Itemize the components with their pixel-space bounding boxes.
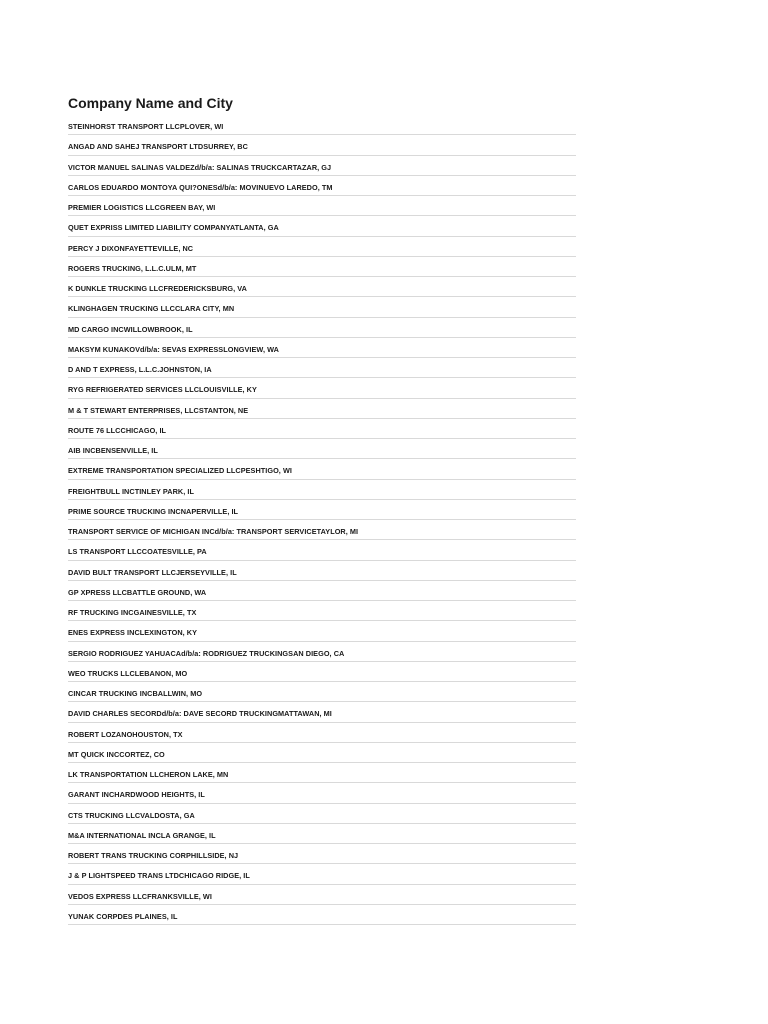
company-row: PERCY J DIXONFAYETTEVILLE, NC — [68, 237, 576, 257]
company-row: VEDOS EXPRESS LLCFRANKSVILLE, WI — [68, 885, 576, 905]
company-row: DAVID BULT TRANSPORT LLCJERSEYVILLE, IL — [68, 561, 576, 581]
document-page — [68, 93, 576, 925]
company-row: MAKSYM KUNAKOVd/b/a: SEVAS EXPRESSLONGVIEW, WA — [68, 338, 576, 358]
company-row: FREIGHTBULL INCTINLEY PARK, IL — [68, 480, 576, 500]
company-row: SERGIO RODRIGUEZ YAHUACAd/b/a: RODRIGUEZ TRUCKINGSAN DIEGO, CA — [68, 642, 576, 662]
company-row: LS TRANSPORT LLCCOATESVILLE, PA — [68, 540, 576, 560]
company-row: MD CARGO INCWILLOWBROOK, IL — [68, 318, 576, 338]
company-row: GARANT INCHARDWOOD HEIGHTS, IL — [68, 783, 576, 803]
company-row: CARLOS EDUARDO MONTOYA QUI?ONESd/b/a: MOVINUEVO LAREDO, TM — [68, 176, 576, 196]
company-row: STEINHORST TRANSPORT LLCPLOVER, WI — [68, 115, 576, 135]
company-row: ROUTE 76 LLCCHICAGO, IL — [68, 419, 576, 439]
page-title: Company Name and City — [68, 95, 233, 111]
company-row: J & P LIGHTSPEED TRANS LTDCHICAGO RIDGE, IL — [68, 864, 576, 884]
company-row: PREMIER LOGISTICS LLCGREEN BAY, WI — [68, 196, 576, 216]
company-row: RYG REFRIGERATED SERVICES LLCLOUISVILLE, KY — [68, 378, 576, 398]
company-row: CINCAR TRUCKING INCBALLWIN, MO — [68, 682, 576, 702]
company-row: M & T STEWART ENTERPRISES, LLCSTANTON, NE — [68, 399, 576, 419]
company-row: CTS TRUCKING LLCVALDOSTA, GA — [68, 804, 576, 824]
company-row: PRIME SOURCE TRUCKING INCNAPERVILLE, IL — [68, 500, 576, 520]
company-row: ROGERS TRUCKING, L.L.C.ULM, MT — [68, 257, 576, 277]
company-row: M&A INTERNATIONAL INCLA GRANGE, IL — [68, 824, 576, 844]
company-row: ROBERT TRANS TRUCKING CORPHILLSIDE, NJ — [68, 844, 576, 864]
company-row: DAVID CHARLES SECORDd/b/a: DAVE SECORD TRUCKINGMATTAWAN, MI — [68, 702, 576, 722]
company-row: ENES EXPRESS INCLEXINGTON, KY — [68, 621, 576, 641]
company-row: ANGAD AND SAHEJ TRANSPORT LTDSURREY, BC — [68, 135, 576, 155]
company-row: D AND T EXPRESS, L.L.C.JOHNSTON, IA — [68, 358, 576, 378]
company-row: VICTOR MANUEL SALINAS VALDEZd/b/a: SALINAS TRUCKCARTAZAR, GJ — [68, 156, 576, 176]
company-row: GP XPRESS LLCBATTLE GROUND, WA — [68, 581, 576, 601]
company-row: QUET EXPRISS LIMITED LIABILITY COMPANYATLANTA, GA — [68, 216, 576, 236]
company-row: AIB INCBENSENVILLE, IL — [68, 439, 576, 459]
company-row: TRANSPORT SERVICE OF MICHIGAN INCd/b/a: TRANSPORT SERVICETAYLOR, MI — [68, 520, 576, 540]
company-list — [68, 115, 576, 925]
company-row: ROBERT LOZANOHOUSTON, TX — [68, 723, 576, 743]
company-row: WEO TRUCKS LLCLEBANON, MO — [68, 662, 576, 682]
company-row: MT QUICK INCCORTEZ, CO — [68, 743, 576, 763]
company-row: LK TRANSPORTATION LLCHERON LAKE, MN — [68, 763, 576, 783]
company-row: K DUNKLE TRUCKING LLCFREDERICKSBURG, VA — [68, 277, 576, 297]
company-row: EXTREME TRANSPORTATION SPECIALIZED LLCPESHTIGO, WI — [68, 459, 576, 479]
company-row: YUNAK CORPDES PLAINES, IL — [68, 905, 576, 925]
company-row: RF TRUCKING INCGAINESVILLE, TX — [68, 601, 576, 621]
company-row: KLINGHAGEN TRUCKING LLCCLARA CITY, MN — [68, 297, 576, 317]
